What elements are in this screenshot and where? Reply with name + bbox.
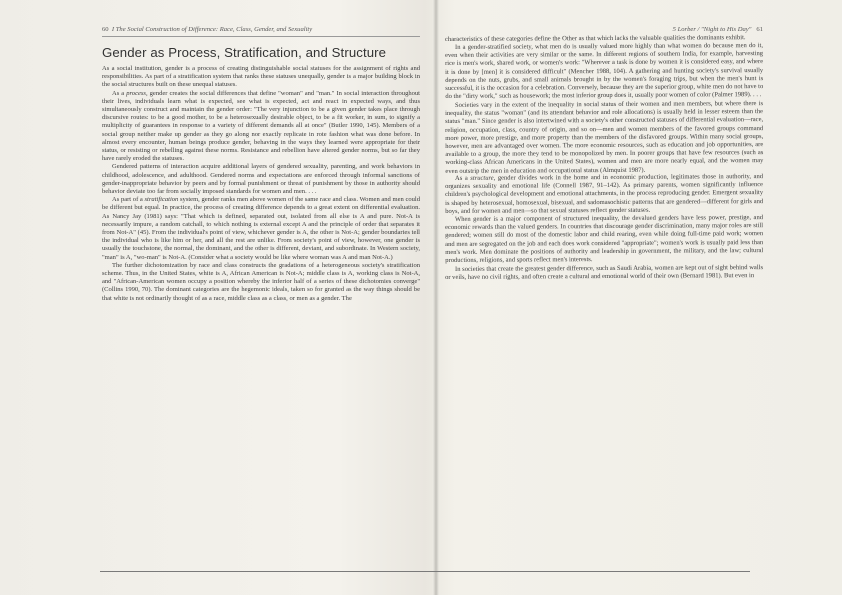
left-running-title: I The Social Construction of Difference: Race, Class, Gender, and Sexuality (111, 26, 313, 33)
right-page (445, 24, 763, 282)
paragraph: As a social institution, gender is a process of creating distinguishable social statuses for the assignment of rights and responsibilities. As part of a stratification system that ranks these statuses unequally, gender is a major building block in the social structures built on these unequal statuses. (102, 65, 420, 89)
left-running-head (102, 24, 420, 37)
paragraph: The further dichotomization by race and class constructs the gradations of a heterogeneous society's stratification scheme. Thus, in the United States, white is A, African American is Not-A; middle class is A, working class is Not-A, and "African-American women occupy a position whereby the inferior half of a series of these dichotomies converge" (Collins 1990, 70). The dominant categories are the hegemonic ideals, taken so for granted as the way things should be that white is not ordinarily thought of as a race, middle class as a class, or men as a gender. The (102, 261, 420, 302)
paragraph: As part of a stratification system, gender ranks men above women of the same race and class. Women and men could be different but equal. In practice, the process of creating difference depends to a great extent on differential evaluation. As Nancy Jay (1981) says: "That which is defined, separated out, isolated from all else is A and pure. Not-A is necessarily impure, a random catchall, to which nothing is external except A and the principle of order that separates it from Not-A" (45). From the individual's point of view, whichever gender is A, the other is Not-A; gender boundaries tell the individual who is like him or her, and all the rest are unlike. From society's point of view, however, one gender is usually the touchstone, the normal, the dominant, and the other is different, deviant, and subordinate. In Western society, "man" is A, "wo-man" is Not-A. (Consider what a society would be like where woman was A and man Not-A.) (102, 196, 420, 261)
paragraph: In a gender-stratified society, what men do is usually valued more highly than what women do because men do it, even when their activities are very similar or the same. In different regions of southern India, for example, harvesting rice is men's work, shared work, or women's work: "Wherever a task is done by women it is considered easy, and where it is done by [men] it is considered difficult" (Mencher 1988, 104). A gathering and hunting society's survival usually depends on the nuts, grubs, and small animals brought in by the women's foraging trips, but when the men's hunt is successful, it is the occasion for a celebration. Conversely, because they are the superior group, white men do not have to do the "dirty work," such as housework; the most inferior group does it, usually poor women of color (Palmer 1989). . . . (445, 42, 764, 101)
paragraph: As a process, gender creates the social differences that define "woman" and "man." In social interaction throughout their lives, individuals learn what is expected, see what is expected, act and react in expected ways, and thus simultaneously construct and maintain the gender order: "The very injunction to be a given gender takes place through discursive routes: to be a good mother, to be a heterosexually desirable object, to be a fit worker, in sum, to signify a multiplicity of guarantees in response to a variety of different demands all at once" (Butler 1990, 145). Members of a social group neither make up gender as they go along nor exactly replicate in rote fashion what was done before. In almost every encounter, human beings produce gender, behaving in the ways they learned were appropriate for their status, or resisting or rebelling against these norms. Resistance and rebellion have altered gender norms, but so far they have rarely eroded the statuses. (102, 89, 420, 163)
paragraph: Gendered patterns of interaction acquire additional layers of gendered sexuality, parenting, and work behaviors in childhood, adolescence, and adulthood. Gendered norms and expectations are enforced through informal sanctions of gender-inappropriate behavior by peers and by formal punishment or threat of punishment by those in authority should behavior deviate too far from socially imposed standards for women and men. . . . (102, 163, 420, 196)
left-page (102, 24, 420, 303)
right-running-title: 5 Lorber / "Night to His Day" (672, 26, 752, 33)
paragraph: In societies that create the greatest gender difference, such as Saudi Arabia, women are kept out of sight behind walls or veils, have no civil rights, and often create a cultural and emotional world of their own (Bernard 1981). But even in (445, 263, 764, 281)
book-gutter (433, 0, 439, 595)
right-page-number: 61 (756, 26, 763, 33)
paragraph: Societies vary in the extent of the inequality in social status of their women and men members, but where there is inequality, the status "woman" (and its attendant behavior and role allocations) is usually held in lesser esteem than the status "man." Since gender is also intertwined with a society's other constructed statuses of differential evaluation—race, religion, occupation, class, country of origin, and so on—men and women members of the favored groups command more power, more prestige, and more property than the members of the disfavored groups. Within many social groups, however, men are advantaged over women. The more economic resources, such as education and job opportunities, are available to a group, the more they tend to be monopolized by men. In poorer groups that have few resources (such as working-class African Americans in the United States), women and men are more nearly equal, and the women may even outstrip the men in education and occupational status (Almquist 1987). (445, 99, 764, 175)
paragraph: When gender is a major component of structured inequality, the devalued genders have less power, prestige, and economic rewards than the valued genders. In countries that discourage gender discrimination, many major roles are still gendered; women still do most of the domestic labor and child rearing, even while doing full-time paid work; women and men are segregated on the job and each does work considered "appropriate"; women's work is usually paid less than men's work. Men dominate the positions of authority and leadership in government, the military, and the law; cultural productions, religions, and sports reflect men's interests. (445, 214, 764, 265)
paragraph: As a structure, gender divides work in the home and in economic production, legitimates those in authority, and organizes sexuality and emotional life (Connell 1987, 91–142). As primary parents, women significantly influence children's psychological development and emotional attachments, in the process reproducing gender. Emergent sexuality is shaped by heterosexual, homosexual, bisexual, and sadomasochistic patterns that are gendered—different for girls and boys, and for women and men—so that sexual statuses reflect gender statuses. (445, 173, 764, 216)
page-bottom-rule (100, 571, 750, 572)
left-page-number: 60 (102, 26, 109, 33)
paragraph: characteristics of these categories define the Other as that which lacks the valuable qualities the dominants exhibit. (445, 34, 746, 43)
section-heading: Gender as Process, Stratification, and Structure (102, 45, 387, 60)
